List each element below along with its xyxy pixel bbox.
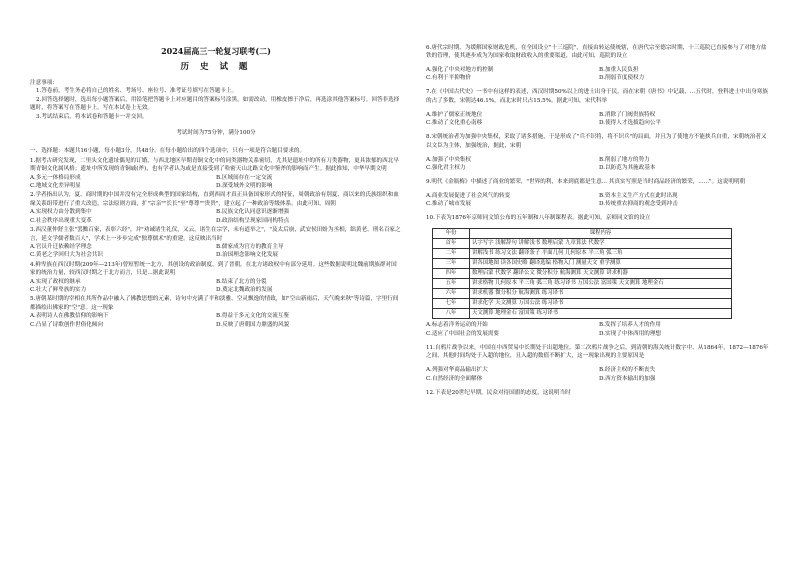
- question-stem: 7.在《中国古代史》一书中有这样的表述，西汉时期50%以上的进士出身于民，而在宋朝《唐书》中记载，...五代时，登科进士中出身寒族的占了多数，宋朝达46.1%，而北宋时只占15.5%。据此可知，宋代科举: [426, 89, 768, 104]
- question-stem: 1.据考古研究发现，二里头文化遗址偶见的订婚，与西北地区早期青铜文化中的同类器物关系密切，尤其是遗址中的所有刀类器物，更具浓郁的西北早期青铜文化属风格；遗址中所发现的青铜戚(斧)，也有学者认为或是直接受到了哈密天山北路文化中鉴斧的影响而产生。据此推知，中华早期文明: [30, 157, 399, 173]
- option-c: C.有利于平抑物价: [426, 75, 472, 82]
- table-cell-year: 三年: [433, 259, 470, 269]
- section-intro: 一、选择题：本题共16小题，每小题3分，共48分。在每小题给出的四个选项中，只有一项是符合题目要求的。: [30, 148, 306, 155]
- option-b: B.儒家成为官方的教育主导: [216, 243, 284, 250]
- table-row: [433, 249, 732, 259]
- table-cell-year: 四年: [433, 269, 470, 279]
- option-a: A.列强对华商品输出扩大: [426, 367, 488, 374]
- options: [426, 111, 772, 128]
- table-cell-content: 讲求机器 微分积分 航海测算 练习译书: [470, 289, 732, 299]
- table-row: [433, 299, 732, 309]
- table-header-content: 课程内容: [470, 229, 732, 239]
- option-c: C.壮大了鲜卑族的实力: [30, 286, 87, 293]
- question-stem: 5.唐朝某时期的宰相在其所作品中融入了佛教思想的元素，诗句中充满了平和淡雅、空灵飘逸的情致，如"空山新雨后，天气晚来秋"等诗篇，字里行间都描绘出佛家的"空"意。这一现象: [30, 296, 399, 311]
- table-row: [433, 279, 732, 289]
- question-stem: 8.宋朝统治者为加强中央集权，采取了诸多措施，于是形成了"兵不识将，将不识兵"的局面，并且为了使地方不能挟兵自重，宋朝统治者又以文臣为主体，加强统治，据此，宋朝: [426, 134, 767, 149]
- option-a: A.维护了儒家正统地位: [426, 111, 483, 118]
- option-d: D.奠定北魏政治的发展: [216, 286, 273, 293]
- left-column: [30, 0, 402, 329]
- options: [426, 66, 772, 83]
- option-c: C.强化君主权力: [426, 165, 466, 172]
- question-stem: 4.鲜卑族在西汉时期(209年—213年)曾短暂统一北方，其创设的政治制度，到了晋朝，在北方诸政权中有部分延用。这些数据说明北魏前期族群对国家的统治力量，较西汉时期之于北方而言，只是...据此说明: [30, 261, 397, 277]
- option-d: D.削弱节度使权力: [599, 75, 645, 82]
- table-cell-content: 讲解浅书 练习文法 翻译条子 平面几何 几何原本 平三角 弧三角: [470, 249, 732, 259]
- option-c: C.自然经济的全面解体: [426, 375, 483, 382]
- option-a: A.加强了中央集权: [426, 156, 471, 163]
- question-9: [426, 178, 772, 209]
- options: [426, 156, 772, 173]
- table-cell-year: 二年: [433, 249, 470, 259]
- option-d: D.实现了中体西用的理想: [599, 330, 662, 337]
- options: [426, 366, 772, 383]
- question-10: [426, 214, 772, 338]
- options: [30, 278, 402, 295]
- exam-subject: 历 史 试 题: [180, 62, 252, 72]
- question-3: [30, 226, 402, 260]
- option-b: B.区域间存在一定交流: [216, 174, 273, 181]
- option-d: D.西方资本输出的加强: [599, 375, 656, 382]
- question-6: [426, 44, 772, 83]
- option-b: B.削弱了地方的势力: [599, 156, 650, 163]
- exam-time: 考试时间为75分钟，满分100分: [176, 130, 256, 137]
- option-a: A.强化了中央对地方的控制: [426, 67, 494, 73]
- curriculum-table: [432, 228, 732, 319]
- option-d: D.反映了唐朝国力鼎盛的风貌: [216, 321, 290, 328]
- question-7: [426, 88, 772, 127]
- table-cell-content: 数理启蒙 代数学 翻译公文 微分积分 航海测算 天文测算 讲求机器: [470, 269, 732, 279]
- table-cell-content: 讲各国地图 读各国史略 翻译选编 格物入门 测量天文 重学测算: [470, 259, 732, 269]
- option-c: C.推动了文化重心南移: [426, 120, 483, 127]
- option-a: A.实现权力由分散到集中: [30, 209, 92, 216]
- options: [30, 208, 402, 225]
- table-header-row: [433, 229, 732, 239]
- question-4: [30, 261, 402, 295]
- option-a: A.实现了政权的继承: [30, 278, 81, 285]
- option-c: C.适应了中国社会的发展需要: [426, 330, 499, 337]
- notice-item: 2.回答选择题时，选出每小题答案后，用铅笔把答题卡上对应题目的答案标号涂黑。如需改动，用橡皮擦干净后，再选涂其他答案标号。回答非选择题时，将答案写在答题卡上。写在本试卷上无效。: [30, 96, 400, 112]
- question-5: [30, 295, 402, 329]
- option-d: D.使得人才选拔趋向公平: [599, 120, 662, 127]
- question-12: [426, 389, 772, 397]
- option-c: C.黄老之学回归大为社会共识: [30, 252, 103, 259]
- notice-heading: 注意事项:: [30, 80, 55, 86]
- option-d: D.政治结构呈现家国同构特点: [216, 217, 290, 224]
- table-cell-year: 六年: [433, 289, 470, 299]
- options: [30, 312, 402, 329]
- question-stem: 2.学者指出认为，夏、商时期的中国并没有完全形成典型的国家结构，直到西周才真正具备国家形式的特征，周朝政治有別夏、商以来的氏族组织和血缘关系组带进行了重大改造，宗法原则方面，扩"宗亲""长长"至"尊尊""贵贵"，建立起了一种政治等级体系。由此可知，周朝: [30, 192, 399, 207]
- table-cell-year: 五年: [433, 279, 470, 289]
- notice-block: [30, 79, 402, 137]
- options: [426, 321, 772, 338]
- question-stem: 10.下表为1876年京师同文馆公布的五年制和八年制课程表。据此可知，京师同文馆的设立: [426, 215, 651, 222]
- table-cell-content: 认字写字 浅解辞句 讲解浅书 数理启蒙 九章算法 代数学: [470, 239, 732, 249]
- question-2: [30, 191, 402, 225]
- table-row: [433, 269, 732, 279]
- exam-header: [30, 46, 402, 73]
- question-11: [426, 344, 772, 383]
- table-cell-content: 讲求格物 几何原本 平三角 弧三角 练习译书 万国公法 富国策 天文测算 地理金石: [470, 279, 732, 289]
- question-stem: 6.唐代宗时期，为缓解国家财政危机，在全国设立"十三巡院"，直接由转运使统辖，在唐代宗至德宗时期，十三巡院已直接参与了对地方盐铁的管理，使其逐步成为为国家收取财政收入的重要渠道，由此可知，巡院的设立: [426, 44, 767, 59]
- options: [426, 192, 772, 209]
- option-a: A.表明诗人在佛教信仰的影响下: [30, 313, 109, 320]
- option-b: B.民族文化认同意识逐渐增强: [216, 209, 290, 216]
- option-b: B.得益于多元文化的交流互鉴: [216, 313, 290, 320]
- option-a: A.多元一体格局形成: [30, 174, 81, 181]
- option-c: C.社会秩序出现重大变革: [30, 217, 92, 224]
- option-b: B.消除了门阀贵族特权: [599, 111, 656, 118]
- table-row: [433, 239, 732, 249]
- table-cell-year: 七年: [433, 299, 470, 309]
- question-stem: 11.自鸦片战争以来，中国在中西贸易中长期处于出超地位，第二次鸦片战争之后，到清朝的海关统计数字中，从1864年，1872—1876年之间，其他时间均处于入超的地位，且入超的数值不断扩大，这一现象出现的主要原因是: [426, 344, 769, 360]
- option-a: A.商业发展促进了社会风气的转变: [426, 193, 511, 200]
- table-cell-year: 首年: [433, 239, 470, 249]
- option-d: D.以防范为其施政基本: [599, 165, 656, 172]
- options: [30, 243, 402, 260]
- option-b: B.经济主权的不断丧失: [599, 367, 656, 374]
- option-d: D.传统重农抑商的观念受到冲击: [599, 201, 678, 208]
- table-header-year: 年份: [433, 229, 470, 239]
- question-stem: 12.下表是20世纪早期，民众对待国旗的态度，这说明当时: [426, 389, 571, 396]
- right-column: [426, 38, 772, 403]
- table-cell-content: 讲求化学 天文测算 万国公法 练习译书: [470, 299, 732, 309]
- option-c: C.凸显了诗歌创作世俗化倾向: [30, 321, 103, 328]
- option-d: D.深受域外文明的影响: [216, 183, 273, 190]
- question-1: [30, 157, 402, 191]
- question-8: [426, 133, 772, 172]
- option-d: D.治国理念影响文化发展: [216, 252, 279, 259]
- table-row: [433, 259, 732, 269]
- option-b: B.结束了北方的分裂: [216, 278, 267, 285]
- exam-title: 2024届高三一轮复习联考(二): [161, 46, 271, 56]
- table-cell-content: 天文测算 地理金石 富国策 练习译书: [470, 309, 732, 319]
- option-c: C.推动了城市发展: [426, 201, 472, 208]
- option-b: B.加重人民负担: [599, 67, 639, 73]
- table-row: [433, 309, 732, 319]
- question-stem: 3.西汉董仲舒主张"罢黜百家，表彰六经"，并"劝诫诸生礼仪，又云，诸生在宗学，未有道举之"，"及太后崩，武安侯田蚡为丞相，绌黄老、刑名百家之言，延文学儒者数百人"，学术上一步步完成"独尊儒术"的重建。这反映出当时: [30, 227, 401, 242]
- option-a: A.官员升迁依赖经学理念: [30, 243, 92, 250]
- options: [30, 174, 402, 191]
- question-stem: 9.明代《金瓶梅》中描述了商业的繁荣，"世界的利，本来到底都是生意... 其真实写照是当时商品经济的繁荣，......"。这说明明朝: [426, 179, 746, 186]
- option-a: A.标志着洋务运动的开始: [426, 322, 488, 329]
- option-b: B.发挥了培养人才的作用: [599, 322, 661, 329]
- table-row: [433, 289, 732, 299]
- table-cell-year: 八年: [433, 309, 470, 319]
- section-choice: [30, 147, 402, 329]
- option-c: C.地域文化差异明显: [30, 183, 81, 190]
- notice-item: 1.答卷前，考生务必将自己的姓名、考场号、座位号、准考证号填写在答题卡上。: [36, 88, 238, 95]
- option-b: B.资本主义生产方式在此时出现: [599, 193, 678, 200]
- notice-item: 3.考试结束后，将本试卷和答题卡一并交回。: [36, 113, 148, 120]
